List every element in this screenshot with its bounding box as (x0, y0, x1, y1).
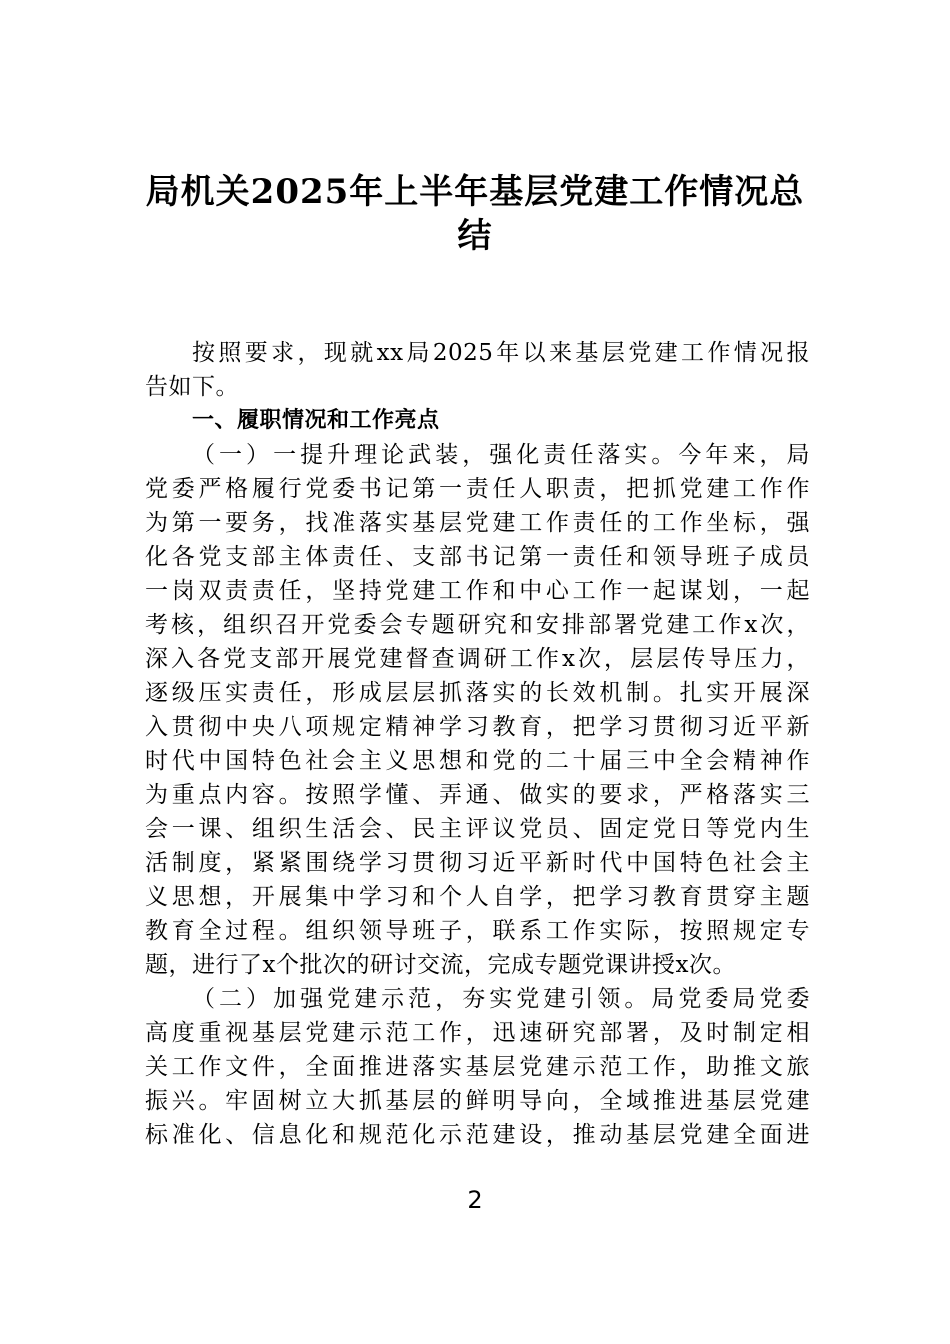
document-title-line-2: 结 (457, 216, 493, 256)
paragraph-1-line-11: 为重点内容。按照学懂、弄通、做实的要求，严格落实三 (145, 782, 810, 808)
paragraph-1-line-3: 为第一要务，找准落实基层党建工作责任的工作坐标，强 (145, 510, 810, 536)
paragraph-1-line-5: 一岗双责责任，坚持党建工作和中心工作一起谋划，一起 (145, 578, 810, 604)
paragraph-2-line-4: 振兴。牢固树立大抓基层的鲜明导向，全域推进基层党建 (145, 1088, 810, 1114)
paragraph-1-line-9: 入贯彻中央八项规定精神学习教育，把学习贯彻习近平新 (145, 714, 810, 740)
paragraph-2-line-1: （二）加强党建示范，夯实党建引领。局党委局党委 (192, 986, 810, 1012)
paragraph-1-line-10: 时代中国特色社会主义思想和党的二十届三中全会精神作 (145, 748, 810, 774)
document-body (145, 336, 810, 1152)
page-number: 2 (467, 1186, 483, 1214)
paragraph-1-line-14: 义思想，开展集中学习和个人自学，把学习教育贯穿主题 (145, 884, 810, 910)
paragraph-1-line-7: 深入各党支部开展党建督查调研工作x次，层层传导压力， (145, 646, 810, 672)
intro-line-2: 告如下。 (145, 374, 239, 400)
document-title-line-1: 局机关2025年上半年基层党建工作情况总 (145, 172, 805, 212)
paragraph-1-line-13: 活制度，紧紧围绕学习贯彻习近平新时代中国特色社会主 (145, 850, 810, 876)
paragraph-2-line-3: 关工作文件，全面推进落实基层党建示范工作，助推文旅 (145, 1054, 810, 1080)
paragraph-1-line-2: 党委严格履行党委书记第一责任人职责，把抓党建工作作 (145, 476, 810, 502)
intro-line-1: 按照要求，现就xx局2025年以来基层党建工作情况报 (192, 340, 810, 366)
paragraph-1-line-6: 考核，组织召开党委会专题研究和安排部署党建工作x次， (145, 612, 810, 638)
paragraph-1-line-15: 教育全过程。组织领导班子，联系工作实际，按照规定专 (145, 918, 810, 944)
paragraph-1-line-8: 逐级压实责任，形成层层抓落实的长效机制。扎实开展深 (145, 680, 810, 706)
paragraph-1-line-12: 会一课、组织生活会、民主评议党员、固定党日等党内生 (145, 816, 810, 842)
section-heading-1: 一、履职情况和工作亮点 (192, 408, 440, 433)
paragraph-2-line-2: 高度重视基层党建示范工作，迅速研究部署，及时制定相 (145, 1020, 810, 1046)
paragraph-1-line-16: 题，进行了x个批次的研讨交流，完成专题党课讲授x次。 (145, 952, 736, 978)
paragraph-1-line-1: （一）一提升理论武装，强化责任落实。今年来，局 (192, 442, 810, 468)
paragraph-1-line-4: 化各党支部主体责任、支部书记第一责任和领导班子成员 (145, 544, 810, 570)
paragraph-2-line-5: 标准化、信息化和规范化示范建设，推动基层党建全面进 (145, 1122, 810, 1148)
